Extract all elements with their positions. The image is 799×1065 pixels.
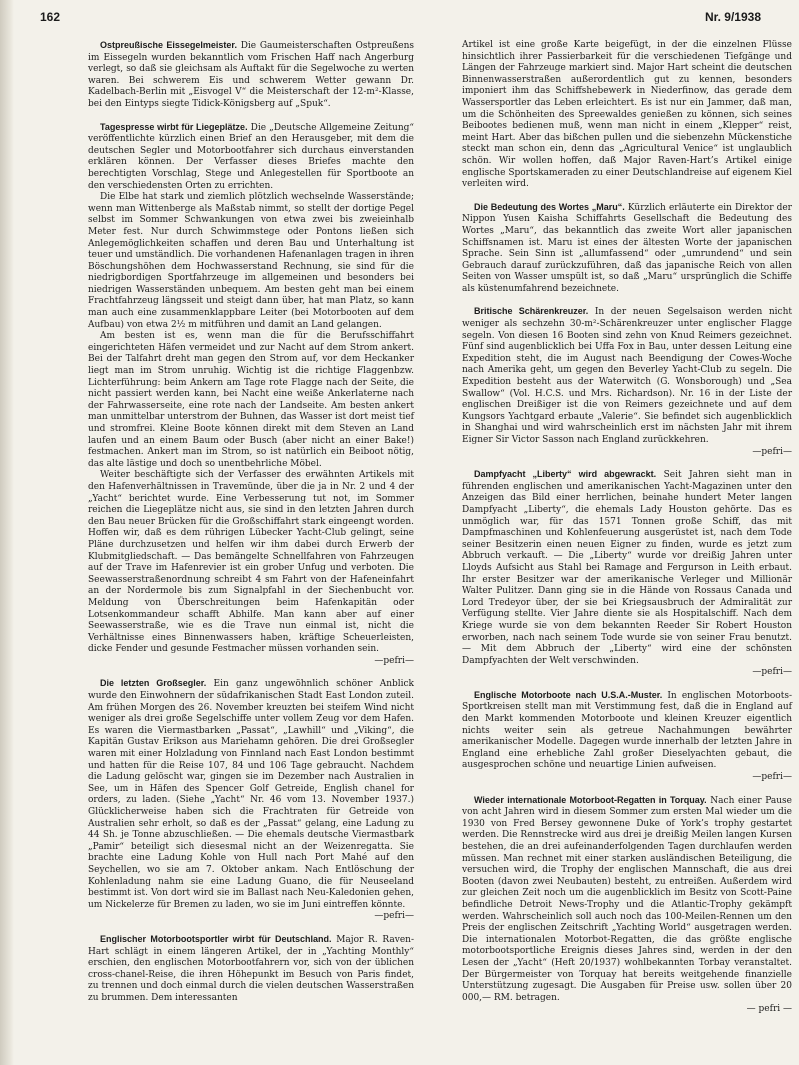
article-paragraph xyxy=(88,40,414,111)
article-title: Tagespresse wirbt für Liegeplätze. xyxy=(100,121,248,132)
article-byline: —pefri— xyxy=(752,446,792,457)
paragraph-text: Kürzlich erläuterte ein Direktor der Nippon Yusen Kaisha Schiffahrts Gesellschaft die Bedeutung des Wortes „Maru“, das bekanntlich das zweite Wort aller japanischen Schiffsnamen ist. Maru ist eines der ältesten Worte der japanischen Sprache. Sein Sinn ist „allumfassend“ oder „umrundend“ und sein Gebrauch darauf zurückzuführen, daß das japanische Reich von allen Seiten von Wasser umspült ist, so daß „Maru“ ursprünglich die Schiffe als küstenumfahrend bezeichnete. xyxy=(462,202,792,294)
article xyxy=(88,40,414,111)
article-paragraph xyxy=(88,470,414,656)
article xyxy=(88,934,414,1005)
article xyxy=(462,306,792,458)
paragraph-text: Ein ganz ungewöhnlich schöner Anblick wurde den Einwohnern der südafrikanischen Stadt East London zuteil. Am frühen Morgen des 26. November kreuzten bei steifem Wind nicht weniger als drei große Segelschiffe unter vollem Zeug vor dem Hafen. Es waren die Viermastbarken „Passat“, „Lawhill“ und „Viking“, die Kapitän Gustav Erikson aus Mariehamn gehören. Die drei Großsegler waren mit einer Holzladung von Finnland nach East London bestimmt und hatten für die Reise 107, 84 und 106 Tage gebraucht. Nachdem die Ladung gelöscht war, gingen sie im Dezember nach Australien in See, um in Häfen des Spencer Golf Getreide, English chanel for orders, zu laden. (Siehe „Yacht“ Nr. 46 vom 13. November 1937.) Glücklicherweise haben sich die Frachtraten für Getreide von Australien sehr erholt, so daß es der „Passat“ gelang, eine Ladung zu 44 Sh. je Tonne abzuschließen. — Die ehemals deutsche Viermastbark „Pamir“ beteiligt sich diesesmal nicht an der Weizenregatta. Sie brachte eine Ladung Kohle von Hull nach Port Mahé auf den Seychellen, wo sie am 7. Oktober ankam. Nach Entlöschung der Kohlenladung nahm sie eine Ladung Guano, die für Neuseeland bestimmt ist. Von dort wird sie im Ballast nach Neu-Kaledonien gehen, um Nickelerze für Bremen zu laden, wo sie im Juni eintreffen könnte. xyxy=(88,679,415,910)
left-column xyxy=(88,40,414,1016)
article xyxy=(462,40,792,191)
paragraph-text: Major R. Raven-Hart schlägt in einem längeren Artikel, der in „Yachting Monthly“ erschien, den englischen Motorbootfahrern vor, sich von der üblichen cross-chanel-Reise, die ihren Höhepunkt im Besuch von Paris findet, zu trennen und doch einmal durch die vielen deutschen Wasserstraßen zu brummen. Dem interessanten xyxy=(88,934,414,1003)
article-paragraph xyxy=(462,202,792,296)
article-paragraph xyxy=(462,795,792,1005)
article xyxy=(462,202,792,296)
paragraph-text: Die Gaumeisterschaften Ostpreußens im Eissegeln wurden bekanntlich vom Frischen Haff nach Angerburg verlegt, so daß sie gleichsam als Auftakt für die Segelwoche zu werten waren. Bei schwerem Eis und schwerem Wetter gewann Dr. Kadelbach-Berlin mit „Eisvogel V“ die Meisterschaft der 12-m²-Klasse, bei den Eintyps siegte Tidick-Königsberg auf „Spuk“. xyxy=(88,41,414,109)
book-spine-shadow xyxy=(0,0,14,1065)
paragraph-text: Weiter beschäftigte sich der Verfasser des erwähnten Artikels mit den Hafenverhältnissen in Travemünde, über die ja in Nr. 2 und 4 der „Yacht“ berichtet wurde. Eine Verbesserung tut not, im Sommer reichen die Liegeplätze nicht aus, sie sind in den letzten Jahren durch den Bau neuer Brücken für die Großschiffahrt stark eingeengt worden. Hoffen wir, daß es dem rührigen Lübecker Yacht-Club gelingt, seine Pläne durchzusetzen und helfen wir ihm dabei durch Erwerb der Klubmitgliedschaft. — Das bemängelte Schnellfahren von Fahrzeugen auf der Trave im Hafenrevier ist ein grober Unfug und verboten. Die Seewasserstraßenordnung schreibt 4 sm Fahrt von der Hafeneinfahrt an der Nordermole bis zum Signalpfahl in der Siechenbucht vor. Meldung von Überschreitungen beim Hafenkapitän oder Lotsenkommandeur schafft Abhilfe. Man kann aber auf einer Seewasserstraße, wie es die Trave nun einmal ist, nicht die Verhältnisse eines Binnenwassers haben, kräftige Scheuerleisten, dicke Fender und gesunde Festmacher müssen vorhanden sein. xyxy=(88,470,414,655)
article-paragraph xyxy=(462,40,792,191)
article-byline: — pefri — xyxy=(746,1004,792,1015)
article xyxy=(88,122,414,668)
article-title: Die Bedeutung des Wortes „Maru“. xyxy=(474,201,625,212)
paragraph-text: Am besten ist es, wenn man die für die Berufsschiffahrt eingerichteten Häfen vermeidet und zur Nacht auf dem Strom ankert. Bei der Talfahrt dreht man gegen den Strom auf, vor dem Heckanker liegt man im Strom unruhig. Wichtig ist die richtige Flaggenbzw. Lichterführung: beim Ankern am Tage rote Flagge nach der Seite, die nicht passiert werden kann, bei Nacht eine weiße Ankerlaterne nach der Fahrwasserseite, eine rote nach der Landseite. Am besten ankert man unmittelbar unterstrom der Buhnen, das Wasser ist dort meist tief und stromfrei. Kleine Boote können direkt mit dem Steven an Land laufen und an einem Baum oder Busch (aber nicht an einer Bake!) festmachen. Ankert man im Strom, so ist natürlich ein Beiboot nötig, das alte lästige und doch so unentbehrliche Möbel. xyxy=(88,331,414,469)
page-number: 162 xyxy=(40,10,61,24)
paragraph-text: Die Elbe hat stark und ziemlich plötzlich wechselnde Wasserstände; wenn man Wittenberge als Maßstab nimmt, so stellt der dortige Pegel selbst im Sommer Schwankungen von etwa zwei bis zweieinhalb Meter fest. Nur durch Schwimmstege oder Pontons ließen sich Anlegemöglichkeiten schaffen und deren Bau und Unterhaltung ist teuer und umständlich. Die vorhandenen Hafenanlagen tragen in ihren Böschungshöhen dem Hochwasserstand Rechnung, sie sind für die niedrigbordigen Sportfahrzeuge im allgemeinen und besonders bei niedrigen Wasserständen unbequem. Am besten geht man bei einem Frachtfahrzeug längsseit und steigt dann über, hat man Platz, so kann man auch eine zusammenklappbare Leiter (bei Motorbooten auf dem Aufbau) von etwa 2½ m mitführen und damit an Land gelangen. xyxy=(88,192,414,330)
paragraph-text: In englischen Motorboots-Sportkreisen stellt man mit Verstimmung fest, daß die in England auf den Markt kommenden Motorboote und kleinen Kreuzer eigentlich nichts weiter sein als getreue Nachahmungen bewährter amerikanischer Modelle. Dagegen wurde innerhalb der letzten Jahre in England eine erhebliche Zahl großer Dieselyachten gebaut, die ausgesprochen schöne und neuartige Linien aufweisen. xyxy=(462,690,792,771)
article xyxy=(462,690,792,784)
article-byline: —pefri— xyxy=(752,667,792,678)
issue-number: Nr. 9/1938 xyxy=(704,10,761,24)
article-paragraph xyxy=(88,192,414,331)
article xyxy=(462,469,792,679)
article-paragraph xyxy=(462,690,792,772)
article-paragraph xyxy=(462,306,792,446)
article-title: Die letzten Großsegler. xyxy=(100,678,207,689)
article-byline: —pefri— xyxy=(752,772,792,783)
paragraph-text: In der neuen Segelsaison werden nicht weniger als sechzehn 30-m²-Schärenkreuzer unter englischer Flagge segeln. Von diesen 16 Booten sind zehn von Knud Reimers gezeichnet. Fünf sind augenblicklich bei Uffa Fox in Bau, unter dessen Leitung eine Expedition steht, die im August nach Beendigung der Cowes-Woche nach Amerika geht, um gegen den Beverley Yacht-Club zu segeln. Die Expedition besteht aus der Waterwitch (G. Wonsborough) und „Sea Swallow“ (Vol. H.C.S. und Mrs. Richardson). Nr. 16 in der Liste der englischen Dreißiger ist die von Reimers gezeichnete und auf dem Kungsors Yachtgard erbaute „Valerie“. Sie befindet sich augenblicklich in Shanghai und wird wahrscheinlich erst im nächsten Jahr mit ihrem Eigner Sir Victor Sasson nach England zurückkehren. xyxy=(462,307,792,445)
article-paragraph xyxy=(88,122,414,193)
article-byline: —pefri— xyxy=(374,911,414,922)
article-title: Ostpreußische Eissegelmeister. xyxy=(100,40,237,50)
article-paragraph xyxy=(88,678,414,911)
page-header xyxy=(40,10,761,30)
article xyxy=(462,795,792,1016)
article-title: Wieder internationale Motorboot-Regatten in Torquay. xyxy=(474,794,707,805)
article-paragraph xyxy=(88,331,414,470)
article xyxy=(88,678,414,922)
article-title: Englische Motorboote nach U.S.A.-Muster. xyxy=(474,689,663,700)
right-column xyxy=(462,40,792,1027)
paragraph-text: Die „Deutsche Allgemeine Zeitung“ veröffentlichte kürzlich einen Brief an den Herausgeber, mit dem die deutschen Segler und Motorbootfahrer sich durchaus einverstanden erklären können. Der Verfasser dieses Briefes machte den berechtigten Vorschlag, Stege und Anlegestellen für Sportboote an den verschiedensten Orten zu errichten. xyxy=(88,122,414,191)
paragraph-text: Nach einer Pause von acht Jahren wird in diesem Sommer zum ersten Mal wieder um die 1930 von Fred Bersey gewonnene Duke of York’s trophy gestartet werden. Die Rennstrecke wird aus drei je dreißig Meilen langen Kursen bestehen, die an drei aufeinanderfolgenden Tagen durchlaufen werden müssen. Man rechnet mit einer starken ausländischen Beteiligung, die versuchen wird, die Trophy der englischen Mannschaft, die aus drei Booten (davon zwei Neubauten) besteht, zu entreißen. Außerdem wird zur gleichen Zeit noch um die augenblicklich im Besitz von Scott-Paine befindliche Detroit News-Trophy und die Atlantic-Trophy gekämpft werden. Wahrscheinlich soll auch noch das 100-Meilen-Rennen um den Preis der englischen Zeitschrift „Yachting World“ ausgetragen werden. Die internationalen Motorbot-Regatten, die das größte englische motorbootsportliche Ereignis dieses Jahres sind, werden in der den Lesen der „Yacht“ (Heft 20/1937) wohlbekannten Torbay veranstaltet. Der Bürgermeister von Torquay hat bereits weitgehende finanzielle Unterstützung zugesagt. Die Ausgaben für Preise usw. sollen über 20 000,— RM. betragen. xyxy=(462,795,792,1003)
paragraph-text: Seit Jahren sieht man in führenden englischen und amerikanischen Yacht-Magazinen unter den Anzeigen das Bild einer herrlichen, beinahe hundert Meter langen Dampfyacht „Liberty“, die ehemals Lady Houston gehörte. Das es unmöglich war, für das 1571 Tonnen große Schiff, das mit Dampfmaschinen und Kohlenfeuerung ausgerüstet ist, nach dem Tode seiner Besitzerin einen neuen Eigner zu finden, wurde es jetzt zum Abbruch verkauft. — Die „Liberty“ wurde vor dreißig Jahren unter Lloyds Aufsicht aus Stahl bei Ramage and Fergurson in Leith erbaut. Ihr erster Besitzer war der amerikanische Verleger und Millionär Walter Pulitzer. Dann ging sie in die Hände von Rossaus Canada und Lord Tredeyor über, der sie bei Kriegsausbruch der Admiralität zur Verfügung stellte. Vier Jahre diente sie als Hospitalschiff. Nach dem Kriege wurde sie von dem bekannten Reeder Sir Robert Houston erworben, nach nach seinem Tode wurde sie von seiner Frau benutzt. — Mit dem Abbruch der „Liberty“ wird eine der schönsten Dampfyachten der Welt verschwinden. xyxy=(462,470,792,666)
article-byline: —pefri— xyxy=(374,655,414,666)
article-title: Englischer Motorbootsportler wirbt für Deutschland. xyxy=(100,933,332,944)
article-title: Britische Schärenkreuzer. xyxy=(474,306,589,317)
article-paragraph xyxy=(462,469,792,667)
article-paragraph xyxy=(88,934,414,1005)
paragraph-text: Artikel ist eine große Karte beigefügt, in der die einzelnen Flüsse hinsichtlich ihrer Passierbarkeit für die verschiedenen Tiefgänge und Längen der Fahrzeuge markiert sind. Major Hart scheint die deutschen Binnenwasserstraßen außerordentlich gut zu kennen, besonders imponiert ihm das Schiffshebewerk in Niederfinow, das gerade dem Wassersportler das Leben erleichtert. Es ist nur ein Jammer, daß man, um die Schönheiten des Spreewaldes genießen zu können, sich seines Beibootes bedienen muß, wenn man nicht in einem „Klepper“ reist, meint Hart. Aber das bißchen pullen und die siebenzehn Mückenstiche steckt man schon ein, denn das „Agricultural Venice“ ist unglaublich schön. Wir wollen hoffen, daß Major Raven-Hart’s Artikel einige englische Sportskameraden zu einer Deutschlandreise auf eigenem Kiel verleiten wird. xyxy=(462,40,792,190)
article-title: Dampfyacht „Liberty“ wird abgewrackt. xyxy=(474,469,657,480)
